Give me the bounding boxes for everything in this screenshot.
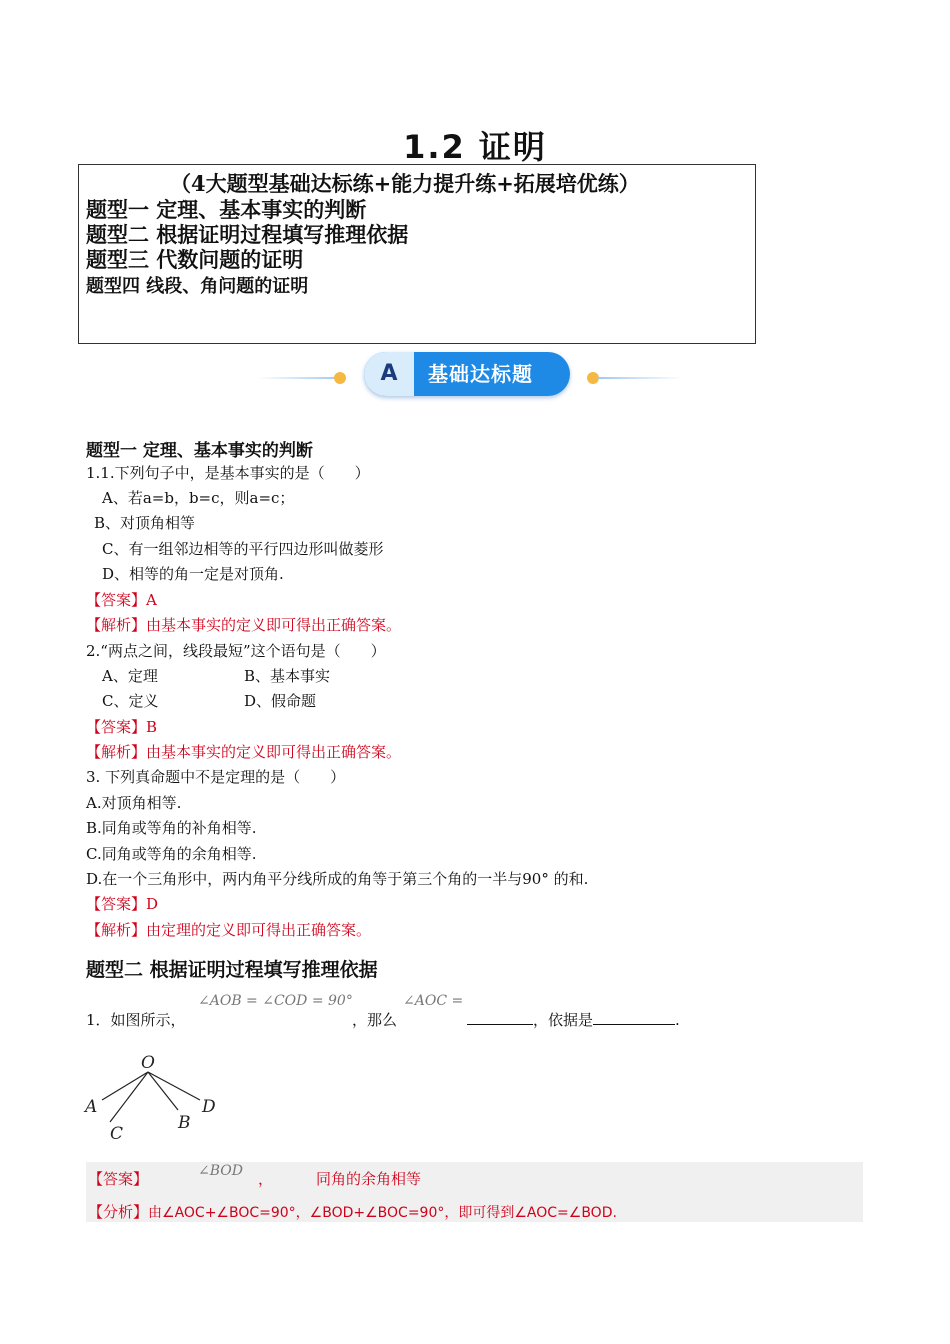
s2q1-middle: ，那么 [352,1011,398,1029]
q2-stem: 2.“两点之间，线段最短”这个语句是（ ） [86,642,386,660]
banner-line-left [256,377,342,379]
q3-option-b: B.同角或等角的补角相等. [86,819,257,837]
angle-figure [80,1050,230,1145]
s2q1-answer-text: 同角的余角相等 [316,1170,422,1188]
q2-answer-label: 【答案】 [86,718,147,736]
label-d: D [202,1097,216,1117]
toc-item-2: 题型二 根据证明过程填写推理依据 [86,222,409,247]
label-b: B [178,1113,191,1133]
q3-answer [86,893,158,914]
page-title: 1.2 证明 [403,128,547,166]
q3-answer-label: 【答案】 [86,895,147,913]
banner-dot-left [334,372,346,384]
q3-analysis [86,919,371,940]
s2q1-answer-formula: ∠BOD [198,1163,243,1179]
q1-answer-label: 【答案】 [86,591,147,609]
q3-analysis-text: 由定理的定义即可得出正确答案。 [146,921,372,939]
s2q1-formula: ∠AOB = ∠COD = 90° [198,993,353,1009]
toc-subtitle: （4大题型基础达标练+能力提升练+拓展培优练） [170,171,640,196]
q3-option-d: D.在一个三角形中，两内角平分线所成的角等于第三个角的一半与90° 的和. [86,870,589,888]
s2q1-answer-sep: ， [258,1170,274,1188]
s2q1-answer-label: 【答案】 [88,1170,149,1188]
q3-answer-value: D [146,895,159,913]
q1-answer [86,589,157,610]
toc-item-1: 题型一 定理、基本事实的判断 [86,197,367,222]
s2q1-blank-1[interactable] [467,1010,533,1025]
q3-analysis-label: 【解析】 [86,921,147,939]
q2-analysis-label: 【解析】 [86,743,147,761]
q3-stem: 3. 下列真命题中不是定理的是（ ） [86,768,346,786]
q1-analysis-text: 由基本事实的定义即可得出正确答案。 [146,616,402,634]
s2q1-blank-1-wrap [467,1009,680,1030]
q1-option-d: D、相等的角一定是对顶角. [102,565,284,583]
banner-label: 基础达标题 [428,362,533,386]
section1-heading: 题型一 定理、基本事实的判断 [86,441,313,461]
s2q1-formula2: ∠AOC = [403,993,464,1009]
q1-option-c: C、有一组邻边相等的平行四边形叫做菱形 [102,540,384,558]
q2-analysis-text: 由基本事实的定义即可得出正确答案。 [146,743,402,761]
ray-oa [102,1072,148,1100]
q2-answer-value: B [146,718,158,736]
s2q1-analysis [88,1201,617,1222]
ray-ob [148,1072,178,1110]
toc-item-4: 题型四 线段、角问题的证明 [86,276,309,297]
q2-option-a: A、定理 [102,667,158,685]
q2-analysis [86,741,401,762]
s2q1-basis: ，依据是 [533,1011,594,1029]
toc-item-3: 题型三 代数问题的证明 [86,247,304,272]
q1-analysis-label: 【解析】 [86,616,147,634]
ray-od [148,1072,200,1100]
label-o: O [141,1053,155,1073]
q1-option-a: A、若a=b，b=c，则a=c； [102,489,295,507]
q1-answer-value: A [146,591,157,609]
label-a: A [85,1097,98,1117]
q3-option-a: A.对顶角相等. [86,794,182,812]
banner-line-right [597,377,683,379]
label-c: C [110,1124,124,1144]
q2-option-d: D、假命题 [244,692,317,710]
q2-option-b: B、基本事实 [244,667,331,685]
q1-option-b: B、对顶角相等 [94,514,196,532]
q1-analysis [86,614,401,635]
section2-heading: 题型二 根据证明过程填写推理依据 [86,959,378,981]
s2q1-blank-2[interactable] [593,1010,675,1025]
q3-option-c: C.同角或等角的余角相等. [86,845,257,863]
banner-letter: A [364,352,414,396]
q1-stem: 1.1.下列句子中，是基本事实的是（ ） [86,464,370,482]
s2q1-analysis-label: 【分析】 [88,1203,149,1221]
s2q1-end: . [675,1011,680,1029]
q2-option-c: C、定义 [102,692,159,710]
section-banner [364,352,570,396]
s2q1-analysis-text: 由∠AOC+∠BOC=90°，∠BOD+∠BOC=90°，即可得到∠AOC=∠BOD. [148,1205,617,1221]
ray-oc [110,1072,148,1122]
s2q1-prefix: 1．如图所示， [86,1011,186,1029]
q2-answer [86,716,157,737]
